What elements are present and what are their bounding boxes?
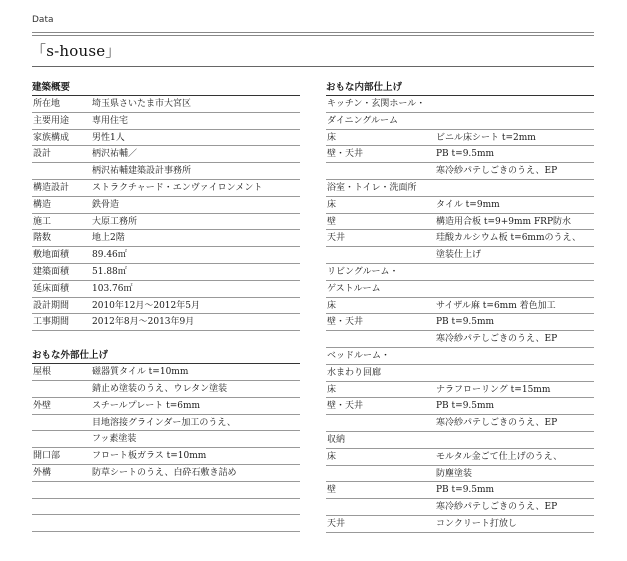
table-row xyxy=(326,163,594,180)
table-row xyxy=(326,214,594,231)
row-value: 柄沢祐輔／ xyxy=(92,149,138,160)
row-value: ストラクチャード・エンヴァイロンメント xyxy=(92,182,263,193)
row-value: PB t=9.5mm xyxy=(436,149,495,160)
row-value: 2010年12月～2012年5月 xyxy=(92,300,200,311)
table-row xyxy=(326,264,594,281)
table-row xyxy=(32,214,300,231)
row-key: 屋根 xyxy=(33,367,52,378)
table-row xyxy=(32,230,300,247)
table-row xyxy=(32,465,300,482)
table-row xyxy=(326,180,594,197)
row-key: リビングルーム・ xyxy=(327,266,399,277)
row-value: 地上2階 xyxy=(92,233,125,244)
row-value: スチールプレート t=6mm xyxy=(92,400,201,411)
top-rule-secondary xyxy=(32,35,594,36)
table-row xyxy=(32,146,300,163)
row-key: 外壁 xyxy=(33,400,52,411)
row-key: 床 xyxy=(327,451,337,462)
section-gap xyxy=(32,331,300,348)
exterior-heading: おもな外部仕上げ xyxy=(32,348,300,364)
row-value: 寒冷紗パテしごきのうえ、EP xyxy=(436,502,558,513)
row-value: フロート板ガラス t=10mm xyxy=(92,451,207,462)
table-row xyxy=(32,96,300,113)
table-row xyxy=(326,482,594,499)
table-row xyxy=(32,247,300,264)
overview-heading: 建築概要 xyxy=(32,80,300,96)
row-value: タイル t=9mm xyxy=(436,199,500,210)
table-row xyxy=(326,415,594,432)
row-value: ビニル床シート t=2mm xyxy=(436,132,536,143)
row-value: 専用住宅 xyxy=(92,115,129,126)
row-key: 外構 xyxy=(33,467,52,478)
right-column xyxy=(326,80,594,533)
table-row xyxy=(32,448,300,465)
table-row xyxy=(326,348,594,365)
row-value: 寒冷紗パテしごきのうえ、EP xyxy=(436,334,558,345)
row-value: PB t=9.5mm xyxy=(436,317,495,328)
table-row xyxy=(326,499,594,516)
row-key: 水まわり回廊 xyxy=(327,367,382,378)
row-value: フッ素塗装 xyxy=(92,434,137,445)
row-key: 天井 xyxy=(327,518,346,529)
table-row xyxy=(32,298,300,315)
table-row xyxy=(32,197,300,214)
table-row xyxy=(326,516,594,533)
row-key: ダイニングルーム xyxy=(327,115,399,126)
row-key: 床 xyxy=(327,132,337,143)
row-value: コンクリート打放し xyxy=(436,518,517,529)
row-key: 床 xyxy=(327,300,337,311)
table-row xyxy=(32,499,300,516)
row-value: 珪酸カルシウム板 t=6mmのうえ、 xyxy=(436,233,582,244)
table-row xyxy=(32,180,300,197)
top-rule xyxy=(32,32,594,33)
table-row xyxy=(32,515,300,532)
table-row xyxy=(32,381,300,398)
row-value: PB t=9.5mm xyxy=(436,401,495,412)
row-key: 建築面積 xyxy=(33,266,70,277)
row-value: 構造用合板 t=9+9mm FRP防水 xyxy=(436,216,572,227)
row-key: 施工 xyxy=(33,216,52,227)
row-key: 主要用途 xyxy=(33,115,70,126)
row-key: 収納 xyxy=(327,434,346,445)
table-row xyxy=(32,130,300,147)
table-row xyxy=(326,96,594,113)
row-value: サイザル麻 t=6mm 着色加工 xyxy=(436,300,556,311)
row-value: 埼玉県さいたま市大宮区 xyxy=(92,99,192,109)
left-column xyxy=(32,80,300,532)
row-value: 磁器質タイル t=10mm xyxy=(92,367,189,378)
row-key: 構造 xyxy=(33,199,52,210)
row-value: 男性1人 xyxy=(92,132,125,143)
row-key: 壁・天井 xyxy=(327,401,364,412)
table-row xyxy=(326,432,594,449)
row-value: モルタル金ごて仕上げのうえ、 xyxy=(436,451,563,462)
row-key: 家族構成 xyxy=(33,132,70,143)
row-key: 壁・天井 xyxy=(327,149,364,160)
table-row xyxy=(326,281,594,298)
table-row xyxy=(32,314,300,331)
title-rule xyxy=(32,66,594,67)
table-row xyxy=(32,113,300,130)
row-key: 工事期間 xyxy=(33,317,70,328)
table-row xyxy=(326,113,594,130)
row-value: 鉄骨造 xyxy=(92,199,120,210)
interior-table xyxy=(326,96,594,533)
row-key: 設計期間 xyxy=(33,300,70,311)
table-row xyxy=(32,415,300,432)
table-row xyxy=(32,482,300,499)
table-row xyxy=(326,146,594,163)
table-row xyxy=(326,314,594,331)
row-key: 構造設計 xyxy=(33,182,70,193)
row-value: PB t=9.5mm xyxy=(436,485,495,496)
row-key: 階数 xyxy=(33,233,52,244)
table-row xyxy=(326,197,594,214)
row-value: ナラフローリング t=15mm xyxy=(436,384,551,395)
row-key: 延床面積 xyxy=(33,283,70,294)
row-key: 敷地面積 xyxy=(33,250,70,261)
row-value: 防草シートのうえ、白砕石敷き詰め xyxy=(92,467,237,478)
row-value: 89.46㎡ xyxy=(92,250,127,261)
table-row xyxy=(326,449,594,466)
row-key: 開口部 xyxy=(33,451,61,462)
row-key: ベッドルーム・ xyxy=(327,350,391,361)
table-row xyxy=(326,247,594,264)
page-title: 「s-house」 xyxy=(31,42,121,60)
row-key: キッチン・玄関ホール・ xyxy=(327,99,426,109)
row-key: 壁 xyxy=(327,485,337,496)
table-row xyxy=(32,431,300,448)
row-value: 目地溶接グラインダー加工のうえ、 xyxy=(92,417,236,428)
row-key: 浴室・トイレ・洗面所 xyxy=(327,182,417,193)
row-key: ゲストルーム xyxy=(327,283,381,294)
row-value: 103.76㎡ xyxy=(92,283,133,294)
table-row xyxy=(32,281,300,298)
table-row xyxy=(326,230,594,247)
table-row xyxy=(32,264,300,281)
row-key: 壁・天井 xyxy=(327,317,364,328)
row-value: 柄沢祐輔建築設計事務所 xyxy=(92,166,192,177)
overview-table xyxy=(32,96,300,331)
table-row xyxy=(32,398,300,415)
table-row xyxy=(32,163,300,180)
row-value: 錆止め塗装のうえ、ウレタン塗装 xyxy=(92,383,228,394)
row-value: 2012年8月～2013年9月 xyxy=(92,317,195,328)
table-row xyxy=(326,331,594,348)
row-key: 壁 xyxy=(327,216,337,227)
row-value: 塗装仕上げ xyxy=(436,250,482,261)
table-row xyxy=(326,466,594,483)
row-key: 天井 xyxy=(327,233,346,244)
exterior-table xyxy=(32,364,300,532)
interior-heading: おもな内部仕上げ xyxy=(326,80,594,96)
row-key: 所在地 xyxy=(33,99,61,109)
table-row xyxy=(326,382,594,399)
table-row xyxy=(32,364,300,381)
header-label: Data xyxy=(32,15,54,25)
row-key: 床 xyxy=(327,199,337,210)
row-value: 寒冷紗パテしごきのうえ、EP xyxy=(436,418,558,429)
table-row xyxy=(326,130,594,147)
table-row xyxy=(326,398,594,415)
row-value: 51.88㎡ xyxy=(92,266,127,277)
row-value: 防塵塗装 xyxy=(436,468,473,479)
table-row xyxy=(326,365,594,382)
row-key: 設計 xyxy=(33,149,52,160)
row-value: 大原工務所 xyxy=(92,216,138,227)
row-value: 寒冷紗パテしごきのうえ、EP xyxy=(436,166,558,177)
row-key: 床 xyxy=(327,384,337,395)
table-row xyxy=(326,298,594,315)
